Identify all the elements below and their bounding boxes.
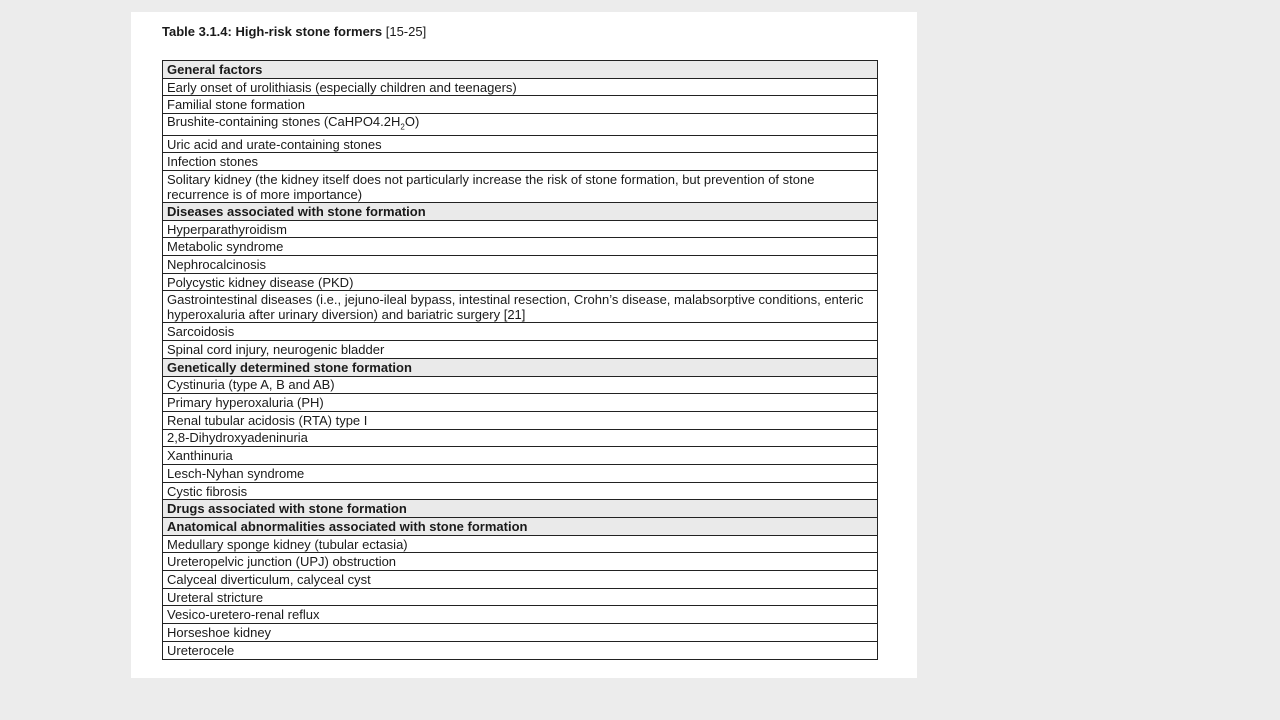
- table-cell: Primary hyperoxaluria (PH): [163, 394, 878, 412]
- table-row: [163, 447, 878, 465]
- table-row: [163, 135, 878, 153]
- table-cell: Familial stone formation: [163, 96, 878, 114]
- section-heading: Drugs associated with stone formation: [163, 500, 878, 518]
- table-row: [163, 641, 878, 659]
- table-caption: [162, 24, 426, 39]
- table-cell: Cystic fibrosis: [163, 482, 878, 500]
- table-row: [163, 291, 878, 323]
- table-row: [163, 341, 878, 359]
- table-row: [163, 220, 878, 238]
- table-cell: Sarcoidosis: [163, 323, 878, 341]
- table-cell: Ureteral stricture: [163, 588, 878, 606]
- section-header-row: [163, 61, 878, 79]
- table-cell: Gastrointestinal diseases (i.e., jejuno-ileal bypass, intestinal resection, Crohn’s disease, malabsorptive conditions, enteric hyperoxaluria after urinary diversion) and bariatric surgery [21]: [163, 291, 878, 323]
- table-cell: Infection stones: [163, 153, 878, 171]
- table-cell: Xanthinuria: [163, 447, 878, 465]
- table-cell: Polycystic kidney disease (PKD): [163, 273, 878, 291]
- table-cell: Calyceal diverticulum, calyceal cyst: [163, 571, 878, 589]
- table-cell: Metabolic syndrome: [163, 238, 878, 256]
- table-row: [163, 411, 878, 429]
- table-row: [163, 464, 878, 482]
- section-heading: General factors: [163, 61, 878, 79]
- table-cell: Uric acid and urate-containing stones: [163, 135, 878, 153]
- table-row: [163, 394, 878, 412]
- table-cell: Horseshoe kidney: [163, 624, 878, 642]
- table-row: [163, 624, 878, 642]
- table-caption-refs: [15-25]: [385, 24, 427, 39]
- section-heading: Anatomical abnormalities associated with stone formation: [163, 518, 878, 536]
- document-page: [131, 12, 917, 678]
- table-cell: Brushite-containing stones $(CaHPO4.2H_2O)$: [163, 114, 878, 136]
- section-heading: Diseases associated with stone formation: [163, 203, 878, 221]
- table-row: [163, 114, 878, 136]
- table-row: [163, 238, 878, 256]
- table-row: [163, 606, 878, 624]
- table-cell: Solitary kidney (the kidney itself does not particularly increase the risk of stone formation, but prevention of stone recurrence is of more importance): [163, 171, 878, 203]
- table-row: [163, 482, 878, 500]
- high-risk-table: [162, 60, 878, 660]
- table-row: [163, 588, 878, 606]
- section-header-row: [163, 358, 878, 376]
- section-header-row: [163, 500, 878, 518]
- table-caption-label: Table 3.1.4: High-risk stone formers: [162, 24, 383, 39]
- table-row: [163, 571, 878, 589]
- table-row: [163, 256, 878, 274]
- table-cell: Ureteropelvic junction (UPJ) obstruction: [163, 553, 878, 571]
- table-cell: Medullary sponge kidney (tubular ectasia): [163, 535, 878, 553]
- table-cell: Lesch-Nyhan syndrome: [163, 464, 878, 482]
- table-cell: Spinal cord injury, neurogenic bladder: [163, 341, 878, 359]
- table-row: [163, 376, 878, 394]
- section-heading: Genetically determined stone formation: [163, 358, 878, 376]
- section-header-row: [163, 518, 878, 536]
- table-cell: Nephrocalcinosis: [163, 256, 878, 274]
- table-cell: Vesico-uretero-renal reflux: [163, 606, 878, 624]
- high-risk-table-body: [163, 61, 878, 660]
- table-row: [163, 171, 878, 203]
- table-cell: Renal tubular acidosis (RTA) type I: [163, 411, 878, 429]
- table-cell: Early onset of urolithiasis (especially children and teenagers): [163, 78, 878, 96]
- table-cell: Ureterocele: [163, 641, 878, 659]
- table-row: [163, 535, 878, 553]
- table-row: [163, 429, 878, 447]
- table-row: [163, 78, 878, 96]
- table-cell: Hyperparathyroidism: [163, 220, 878, 238]
- section-header-row: [163, 203, 878, 221]
- table-row: [163, 153, 878, 171]
- table-cell: Cystinuria (type A, B and AB): [163, 376, 878, 394]
- table-cell: 2,8-Dihydroxyadeninuria: [163, 429, 878, 447]
- table-row: [163, 553, 878, 571]
- table-row: [163, 273, 878, 291]
- table-row: [163, 323, 878, 341]
- table-row: [163, 96, 878, 114]
